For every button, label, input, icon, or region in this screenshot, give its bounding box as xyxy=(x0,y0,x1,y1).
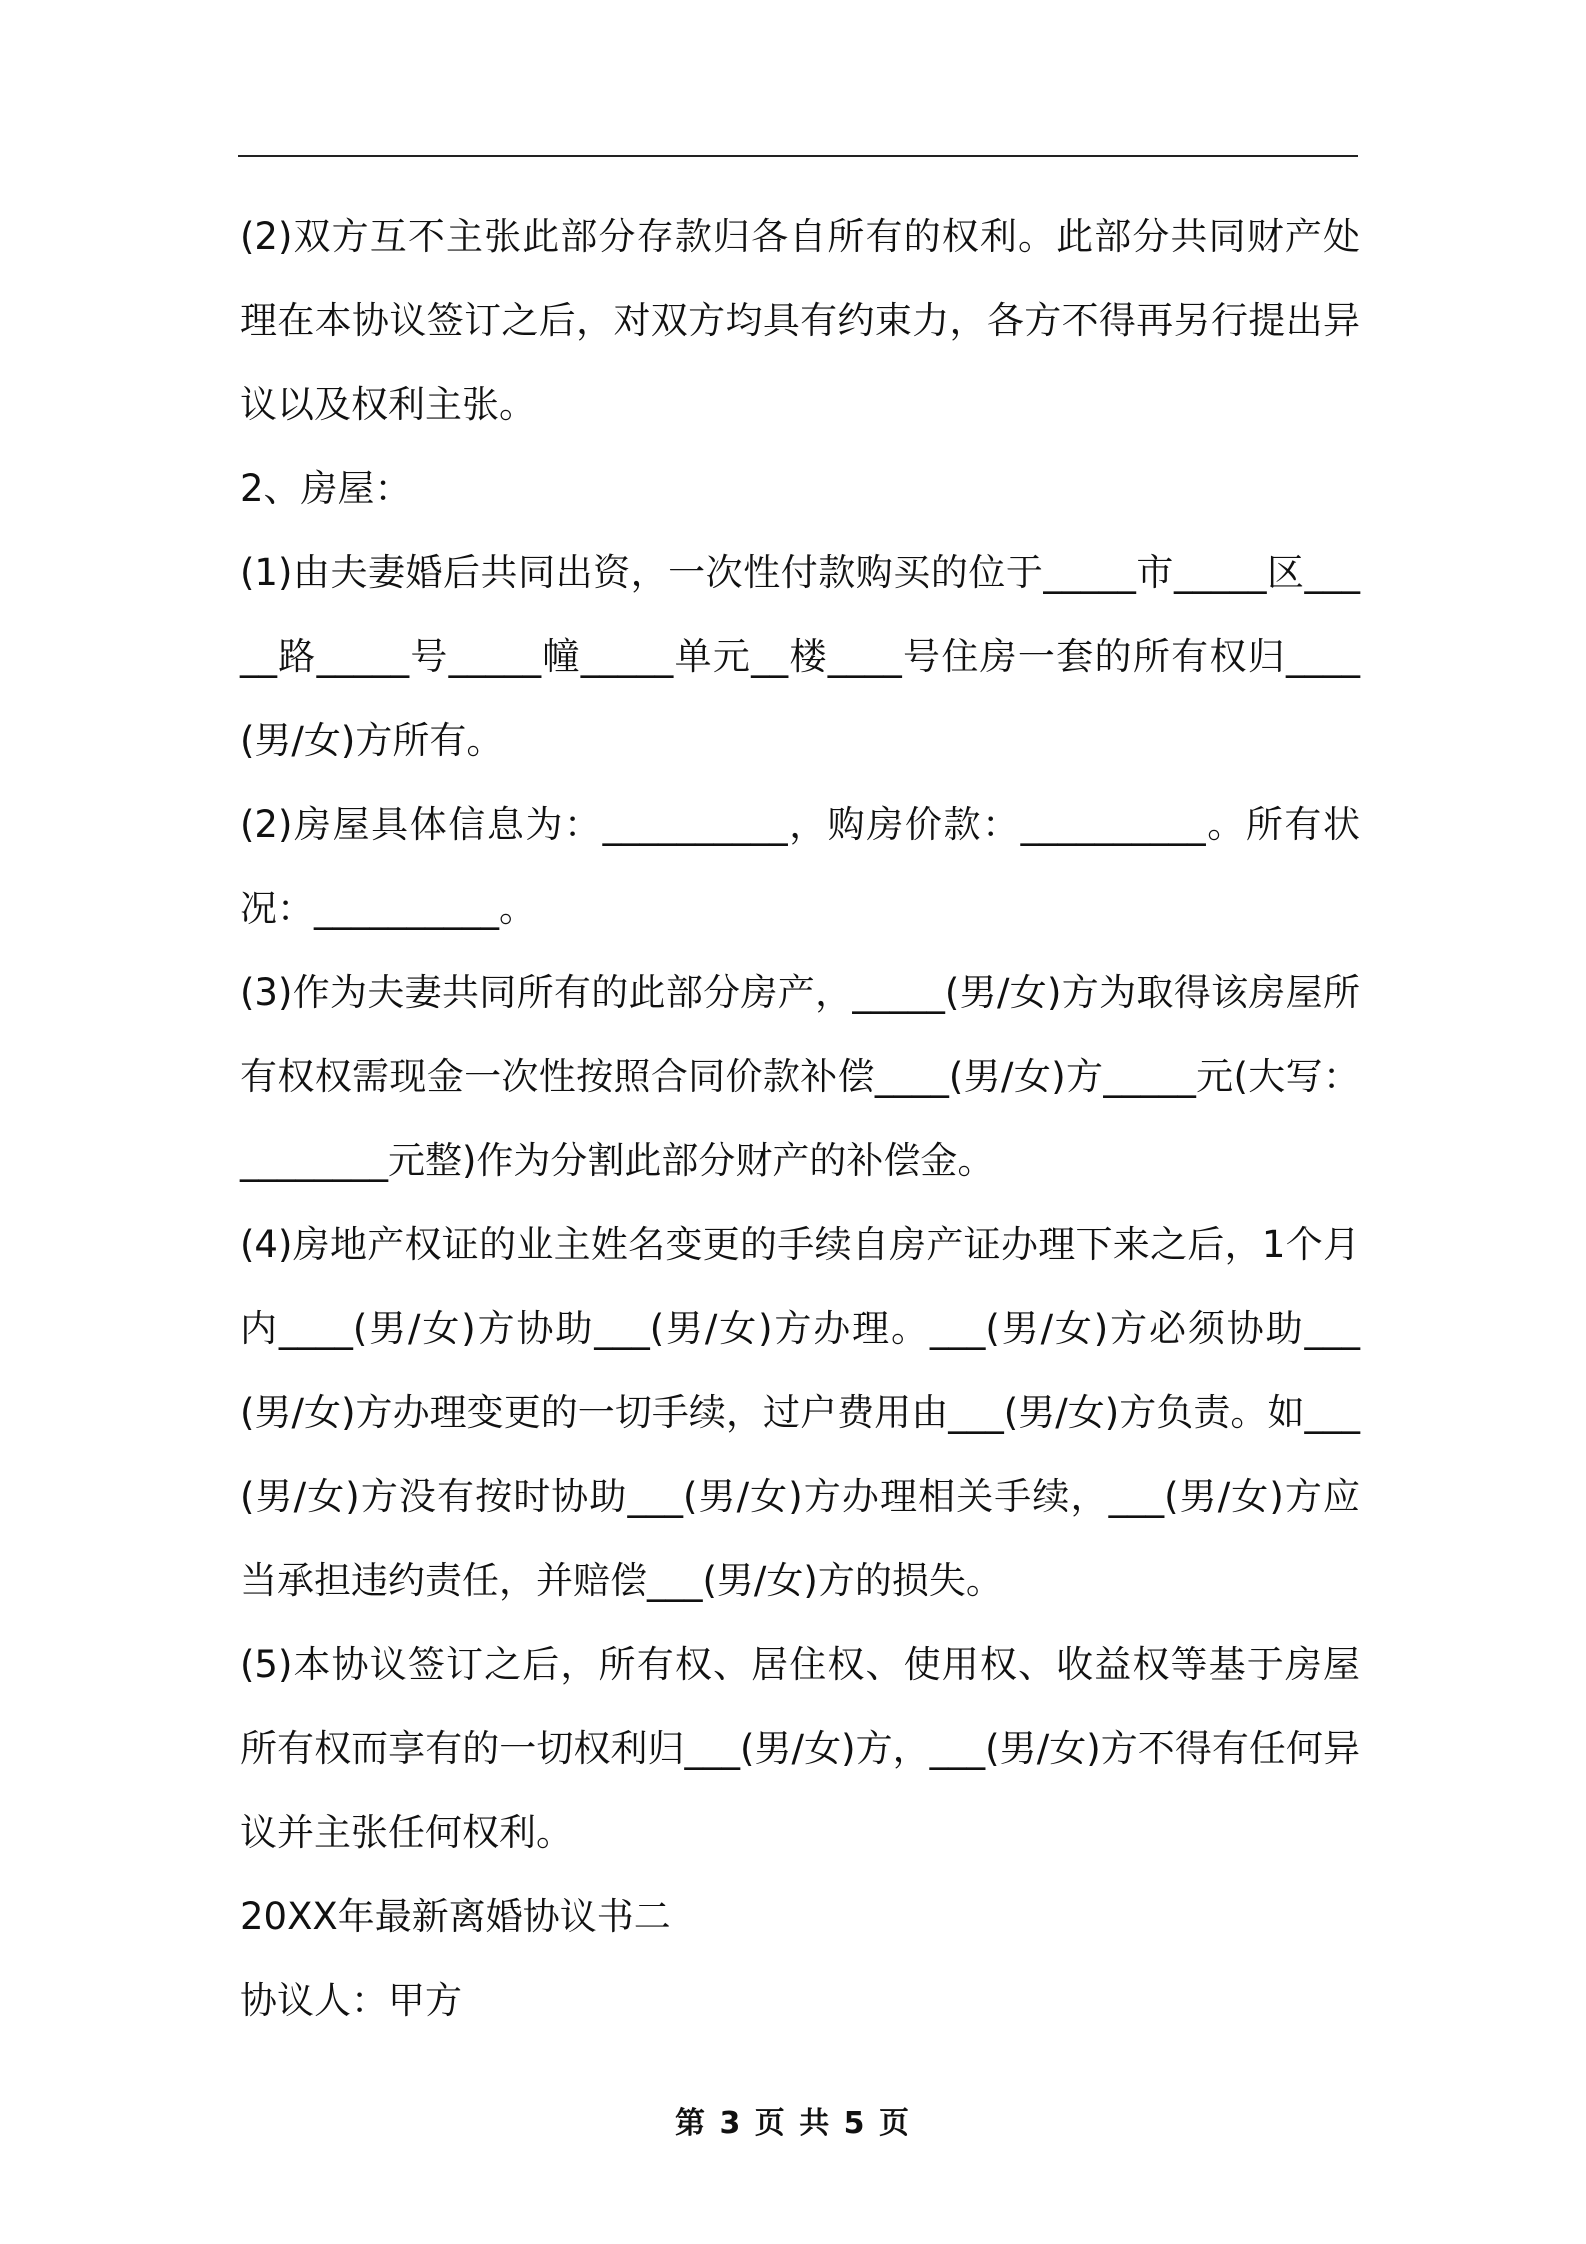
paragraph-deposit-clause-2: (2)双方互不主张此部分存款归各自所有的权利。此部分共同财产处理在本协议签订之后，对双方均具有约束力，各方不得再另行提出异议以及权利主张。 xyxy=(240,215,1360,426)
heading-house: 2、房屋： xyxy=(240,467,412,510)
paragraph-house-clause-2: (2)房屋具体信息为：__________，购房价款：__________。所有状况：__________。 xyxy=(240,803,1360,930)
document-body xyxy=(240,195,1360,2043)
paragraph-house-clause-4: (4)房地产权证的业主姓名变更的手续自房产证办理下来之后，1个月内____(男/女)方协助___(男/女)方办理。___(男/女)方必须协助___(男/女)方办理变更的一切手续，过户费用由___(男/女)方负责。如___(男/女)方没有按时协助___(男/女)方办理相关手续，___(男/女)方应当承担违约责任，并赔偿___(男/女)方的损失。 xyxy=(240,1223,1360,1602)
paragraph-house-clause-1: (1)由夫妻婚后共同出资，一次性付款购买的位于_____市_____区_____路_____号_____幢_____单元__楼____号住房一套的所有权归____(男/女)方所有。 xyxy=(240,551,1360,762)
paragraph-house-clause-5: (5)本协议签订之后，所有权、居住权、使用权、收益权等基于房屋所有权而享有的一切权利归___(男/女)方，___(男/女)方不得有任何异议并主张任何权利。 xyxy=(240,1643,1360,1854)
page-number-footer: 第 3 页 共 5 页 xyxy=(675,2106,911,2141)
party-a-line: 协议人：甲方 xyxy=(240,1979,462,2022)
section-title-agreement-two: 20XX年最新离婚协议书二 xyxy=(240,1895,671,1938)
paragraph-house-clause-3: (3)作为夫妻共同所有的此部分房产，_____(男/女)方为取得该房屋所有权权需现金一次性按照合同价款补偿____(男/女)方_____元(大写：________元整)作为分割此部分财产的补偿金。 xyxy=(240,971,1360,1182)
header-divider xyxy=(238,155,1358,157)
